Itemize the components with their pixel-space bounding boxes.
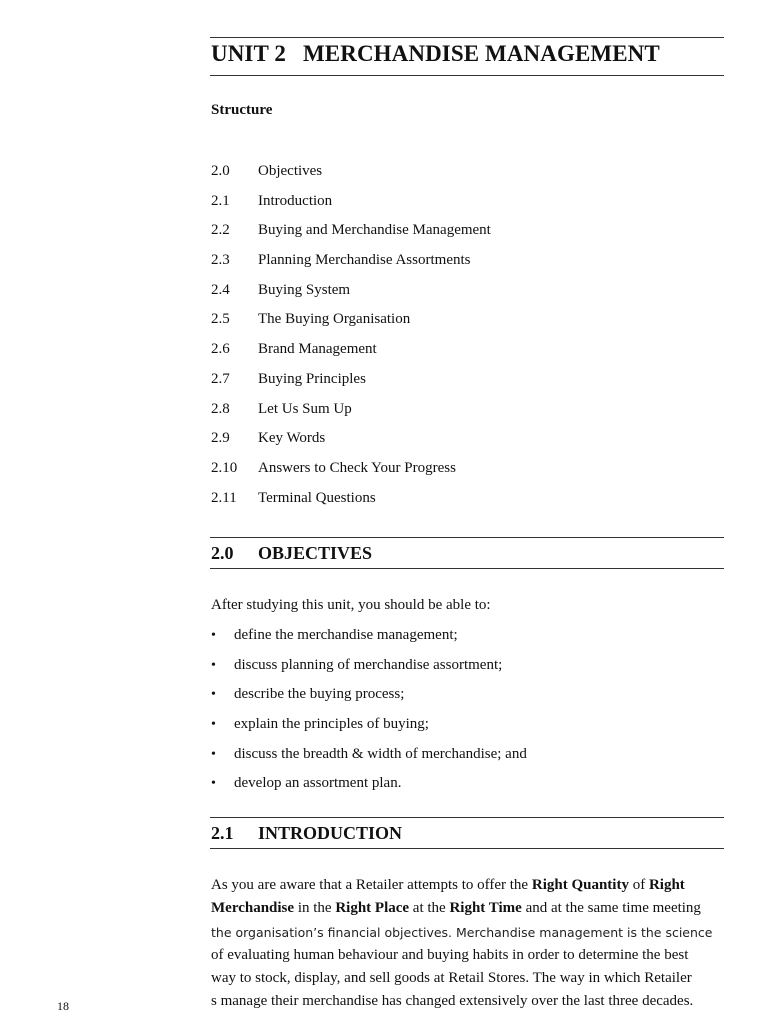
objective-item bbox=[211, 655, 527, 685]
objectives-number: 2.0 bbox=[211, 543, 234, 563]
structure-item bbox=[211, 250, 491, 280]
structure-heading: Structure bbox=[211, 102, 273, 118]
unit-title bbox=[211, 41, 660, 67]
objectives-title: OBJECTIVES bbox=[258, 543, 373, 563]
unit-title-top-rule bbox=[210, 37, 724, 38]
objective-text: discuss planning of merchandise assortment; bbox=[234, 656, 503, 673]
structure-item-label: Answers to Check Your Progress bbox=[258, 459, 456, 476]
structure-item-label: Planning Merchandise Assortments bbox=[258, 252, 471, 269]
structure-item-number: 2.0 bbox=[211, 163, 230, 179]
structure-item bbox=[211, 428, 491, 458]
objectives-list bbox=[211, 625, 527, 803]
structure-item bbox=[211, 220, 491, 250]
emphasis-right-time: Right Time bbox=[449, 900, 522, 917]
paragraph-line bbox=[211, 897, 725, 920]
structure-item-label: Introduction bbox=[258, 192, 333, 209]
structure-item-number: 2.3 bbox=[211, 252, 230, 269]
bullet-icon: • bbox=[211, 687, 216, 703]
text-run: of bbox=[628, 877, 649, 893]
structure-item-label: Buying System bbox=[258, 281, 351, 298]
structure-item-label: Terminal Questions bbox=[258, 489, 376, 506]
objective-text: describe the buying process; bbox=[234, 686, 405, 703]
text-run: and at the same time meeting bbox=[521, 900, 701, 917]
objective-item bbox=[211, 684, 527, 714]
introduction-number: 2.1 bbox=[211, 823, 234, 843]
structure-item-label: Buying and Merchandise Management bbox=[258, 222, 491, 239]
text-run: at the bbox=[409, 900, 450, 917]
text-run: As you are aware that a Retailer attempts to offer the bbox=[211, 877, 532, 893]
structure-item bbox=[211, 280, 491, 310]
structure-item-label: Brand Management bbox=[258, 341, 377, 358]
structure-item-label: Objectives bbox=[258, 163, 323, 179]
objective-text: define the merchandise management; bbox=[234, 627, 458, 643]
structure-item bbox=[211, 339, 491, 369]
objective-item bbox=[211, 625, 527, 655]
objectives-heading bbox=[211, 543, 372, 564]
structure-item-number: 2.5 bbox=[211, 311, 230, 328]
structure-item-label: Key Words bbox=[258, 430, 326, 447]
emphasis-right-place: Right Place bbox=[335, 900, 410, 917]
structure-item-number: 2.10 bbox=[211, 459, 238, 476]
structure-item-number: 2.1 bbox=[211, 192, 230, 209]
structure-item-label: The Buying Organisation bbox=[258, 311, 411, 328]
objective-text: develop an assortment plan. bbox=[234, 775, 402, 792]
emphasis-right-quantity: Right Quantity bbox=[531, 877, 629, 893]
unit-title-bottom-rule bbox=[210, 75, 724, 76]
introduction-bottom-rule bbox=[210, 848, 724, 849]
objective-item bbox=[211, 773, 527, 803]
structure-item-number: 2.9 bbox=[211, 430, 230, 447]
objectives-top-rule bbox=[210, 537, 724, 538]
structure-item-number: 2.11 bbox=[211, 489, 237, 506]
objective-text: discuss the breadth & width of merchandise; and bbox=[234, 745, 527, 762]
structure-item bbox=[211, 369, 491, 399]
structure-item-number: 2.2 bbox=[211, 222, 230, 239]
bullet-icon: • bbox=[211, 628, 216, 643]
structure-item-number: 2.8 bbox=[211, 400, 230, 417]
objective-item bbox=[211, 714, 527, 744]
bullet-icon: • bbox=[211, 746, 216, 762]
paragraph-line: the organisation’s financial objectives. Merchandise management is the science bbox=[211, 924, 713, 940]
paragraph-line: of evaluating human behaviour and buying habits in order to determine the best bbox=[211, 946, 689, 963]
objectives-intro: After studying this unit, you should be able to: bbox=[211, 597, 491, 613]
structure-item-number: 2.6 bbox=[211, 341, 230, 358]
structure-item-label: Let Us Sum Up bbox=[258, 400, 352, 417]
structure-item-number: 2.4 bbox=[211, 281, 230, 298]
emphasis-merchandise: Merchandise bbox=[211, 900, 295, 917]
paragraph-line bbox=[211, 874, 725, 897]
objective-item bbox=[211, 744, 527, 774]
paragraph-line: s manage their merchandise has changed extensively over the last three decades. bbox=[211, 993, 694, 1010]
structure-item bbox=[211, 458, 491, 488]
structure-item bbox=[211, 161, 491, 191]
objective-text: explain the principles of buying; bbox=[234, 716, 429, 733]
structure-list bbox=[211, 161, 491, 517]
structure-item bbox=[211, 399, 491, 429]
unit-number: UNIT 2 bbox=[211, 41, 286, 66]
structure-item-number: 2.7 bbox=[211, 370, 230, 387]
bullet-icon: • bbox=[211, 717, 216, 733]
introduction-heading bbox=[211, 823, 402, 844]
structure-item bbox=[211, 191, 491, 221]
objectives-bottom-rule bbox=[210, 568, 724, 569]
introduction-title: INTRODUCTION bbox=[258, 823, 403, 843]
introduction-top-rule bbox=[210, 817, 724, 818]
unit-title-text: MERCHANDISE MANAGEMENT bbox=[303, 41, 660, 66]
bullet-icon: • bbox=[211, 657, 216, 673]
structure-item bbox=[211, 488, 491, 518]
bullet-icon: • bbox=[211, 776, 216, 792]
text-run: in the bbox=[294, 900, 336, 917]
emphasis-right: Right bbox=[648, 877, 685, 893]
structure-item bbox=[211, 309, 491, 339]
structure-item-label: Buying Principles bbox=[258, 370, 366, 387]
page-number: 18 bbox=[57, 999, 69, 1013]
introduction-paragraph bbox=[211, 874, 725, 1014]
paragraph-line: way to stock, display, and sell goods at Retail Stores. The way in which Retailer bbox=[211, 970, 692, 987]
